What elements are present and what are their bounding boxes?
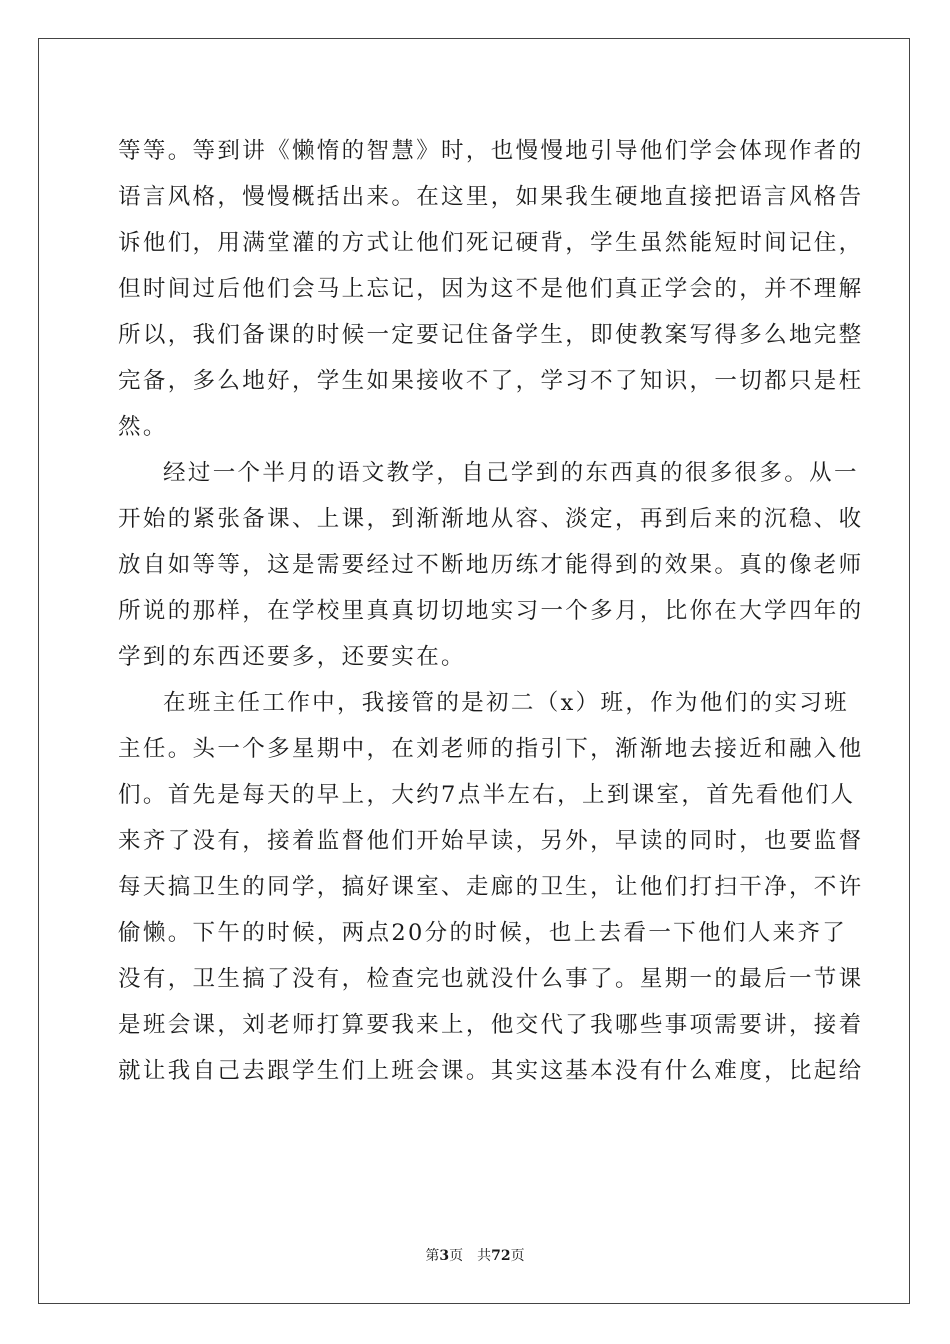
text-line: 放自如等等，这是需要经过不断地历练才能得到的效果。真的像老师 bbox=[118, 552, 864, 578]
page-footer bbox=[0, 1246, 950, 1266]
text-line: 所说的那样，在学校里真真切切地实习一个多月，比你在大学四年的 bbox=[118, 598, 864, 624]
text-line: 经过一个半月的语文教学，自己学到的东西真的很多很多。从一 bbox=[163, 460, 859, 486]
text-line: 诉他们，用满堂灌的方式让他们死记硬背，学生虽然能短时间记住， bbox=[118, 230, 864, 256]
text-line: 学到的东西还要多，还要实在。 bbox=[118, 644, 466, 670]
text-line: 来齐了没有，接着监督他们开始早读，另外，早读的同时，也要监督 bbox=[118, 828, 864, 854]
text-line: 是班会课，刘老师打算要我来上，他交代了我哪些事项需要讲，接着 bbox=[118, 1012, 864, 1038]
text-line: 就让我自己去跟学生们上班会课。其实这基本没有什么难度，比起给 bbox=[118, 1058, 864, 1084]
total-pages: 72 bbox=[491, 1248, 511, 1264]
text-line: 在班主任工作中，我接管的是初二（x）班，作为他们的实习班 bbox=[163, 690, 849, 716]
total-pages-prefix: 共 bbox=[477, 1248, 492, 1264]
text-line: 开始的紧张备课、上课，到渐渐地从容、淡定，再到后来的沉稳、收 bbox=[118, 506, 864, 532]
text-line: 语言风格，慢慢概括出来。在这里，如果我生硬地直接把语言风格告 bbox=[118, 184, 864, 210]
text-line: 等等。等到讲《懒惰的智慧》时，也慢慢地引导他们学会体现作者的 bbox=[118, 138, 864, 164]
text-line: 然。 bbox=[118, 414, 168, 440]
text-line: 们。首先是每天的早上，大约7点半左右，上到课室，首先看他们人 bbox=[118, 782, 856, 808]
text-line: 没有，卫生搞了没有，检查完也就没什么事了。星期一的最后一节课 bbox=[118, 966, 864, 992]
paragraph bbox=[118, 680, 864, 1094]
paragraph bbox=[118, 128, 864, 450]
paragraph bbox=[118, 450, 864, 680]
page-number-suffix: 页 bbox=[449, 1248, 464, 1264]
text-line: 完备，多么地好，学生如果接收不了，学习不了知识，一切都只是枉 bbox=[118, 368, 864, 394]
text-line: 所以，我们备课的时候一定要记住备学生，即使教案写得多么地完整 bbox=[118, 322, 864, 348]
text-line: 每天搞卫生的同学，搞好课室、走廊的卫生，让他们打扫干净，不许 bbox=[118, 874, 864, 900]
page-number-prefix: 第 bbox=[425, 1248, 440, 1264]
total-pages-suffix: 页 bbox=[510, 1248, 525, 1264]
page-number: 3 bbox=[439, 1248, 450, 1264]
text-line: 偷懒。下午的时候，两点20分的时候，也上去看一下他们人来齐了 bbox=[118, 920, 848, 946]
text-line: 主任。头一个多星期中，在刘老师的指引下，渐渐地去接近和融入他 bbox=[118, 736, 864, 762]
text-line: 但时间过后他们会马上忘记，因为这不是他们真正学会的，并不理解 bbox=[118, 276, 864, 302]
document-body bbox=[118, 128, 864, 1094]
